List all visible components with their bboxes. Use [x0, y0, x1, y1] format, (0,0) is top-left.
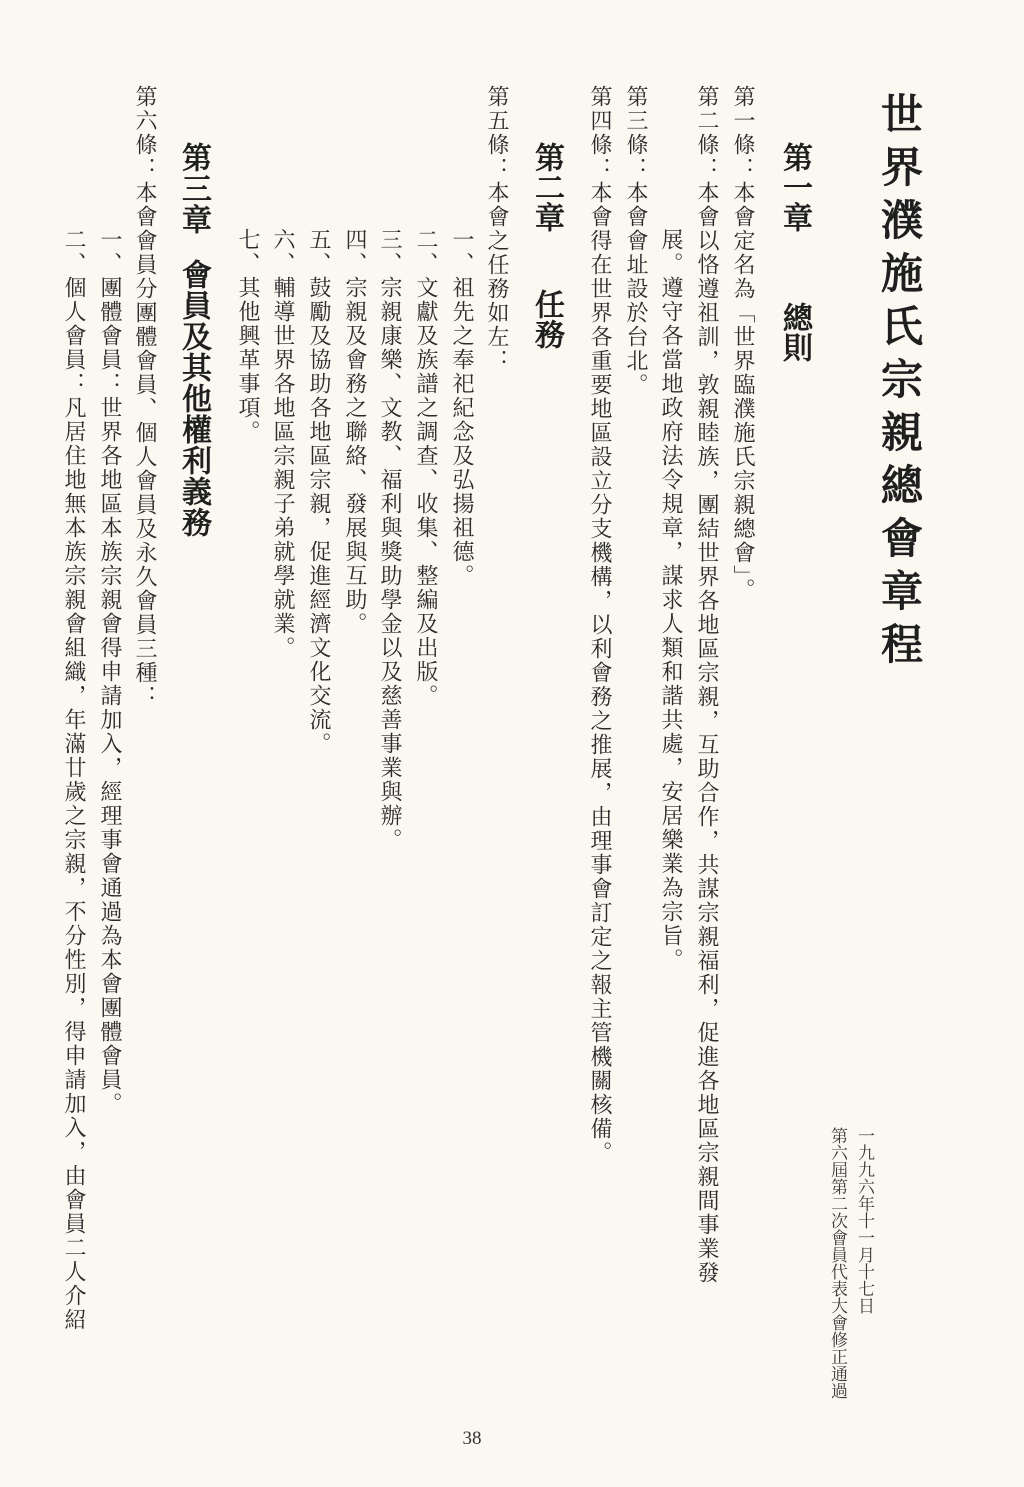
article-5-item-7: 七、其他興革事項。	[235, 228, 260, 444]
chapter-3-prefix: 第三章	[176, 142, 211, 235]
article-6: 第六條：本會會員分團體會員、個人會員及永久會員三種：	[132, 85, 157, 709]
chapter-2-heading	[529, 142, 564, 349]
article-2-line-2: 展。遵守各當地政府法令規章，謀求人類和諧共處，安居樂業為宗旨。	[658, 228, 683, 972]
revision-meeting: 第六屆第二次會員代表大會修正通過	[827, 1127, 847, 1399]
article-5-item-1: 一、祖先之奉祀紀念及弘揚祖德。	[449, 228, 474, 588]
document-title: 世界濮施氏宗親總會章程	[875, 92, 924, 675]
chapter-1-title: 總則	[777, 302, 812, 362]
article-5-item-5: 五、鼓勵及協助各地區宗親，促進經濟文化交流。	[306, 228, 331, 756]
page-number: 38	[462, 1428, 482, 1449]
article-6-item-2: 二、個人會員：凡居住地無本族宗親會組織，年滿廿歲之宗親，不分性別，得申請加入，由會員二人介紹	[61, 228, 86, 1332]
chapter-1-heading	[777, 142, 812, 362]
article-4: 第四條：本會得在世界各重要地區設立分支機構，以利會務之推展，由理事會訂定之報主管機關核備。	[587, 85, 612, 1165]
article-5-item-2: 二、文獻及族譜之調查、收集、整編及出版。	[413, 228, 438, 708]
chapter-3-title: 會員及其他權利義務	[176, 259, 211, 538]
article-2-line-1: 第二條：本會以恪遵祖訓，敦親睦族，團結世界各地區宗親，互助合作，共謀宗親福利，促進各地區宗親間事業發	[694, 85, 719, 1285]
article-3: 第三條：本會會址設於台北。	[623, 85, 648, 397]
chapter-1-prefix: 第一章	[777, 142, 812, 232]
article-1: 第一條：本會定名為「世界臨濮施氏宗親總會」。	[730, 85, 755, 602]
article-5: 第五條：本會之任務如左：	[484, 85, 509, 373]
article-6-item-1: 一、團體會員：世界各地區本族宗親會得申請加入，經理事會通過為本會團體會員。	[97, 228, 122, 1116]
article-5-item-6: 六、輔導世界各地區宗親子弟就學就業。	[270, 228, 295, 660]
revision-date: 一九九六年十一月十七日	[854, 1127, 874, 1314]
chapter-3-heading	[176, 142, 211, 538]
chapter-2-prefix: 第二章	[529, 142, 564, 232]
chapter-2-title: 任務	[529, 289, 564, 349]
article-5-item-4: 四、宗親及會務之聯絡、發展與互助。	[342, 228, 367, 636]
article-5-item-3: 三、宗親康樂、文教、福利與獎助學金以及慈善事業與辦。	[377, 228, 402, 852]
